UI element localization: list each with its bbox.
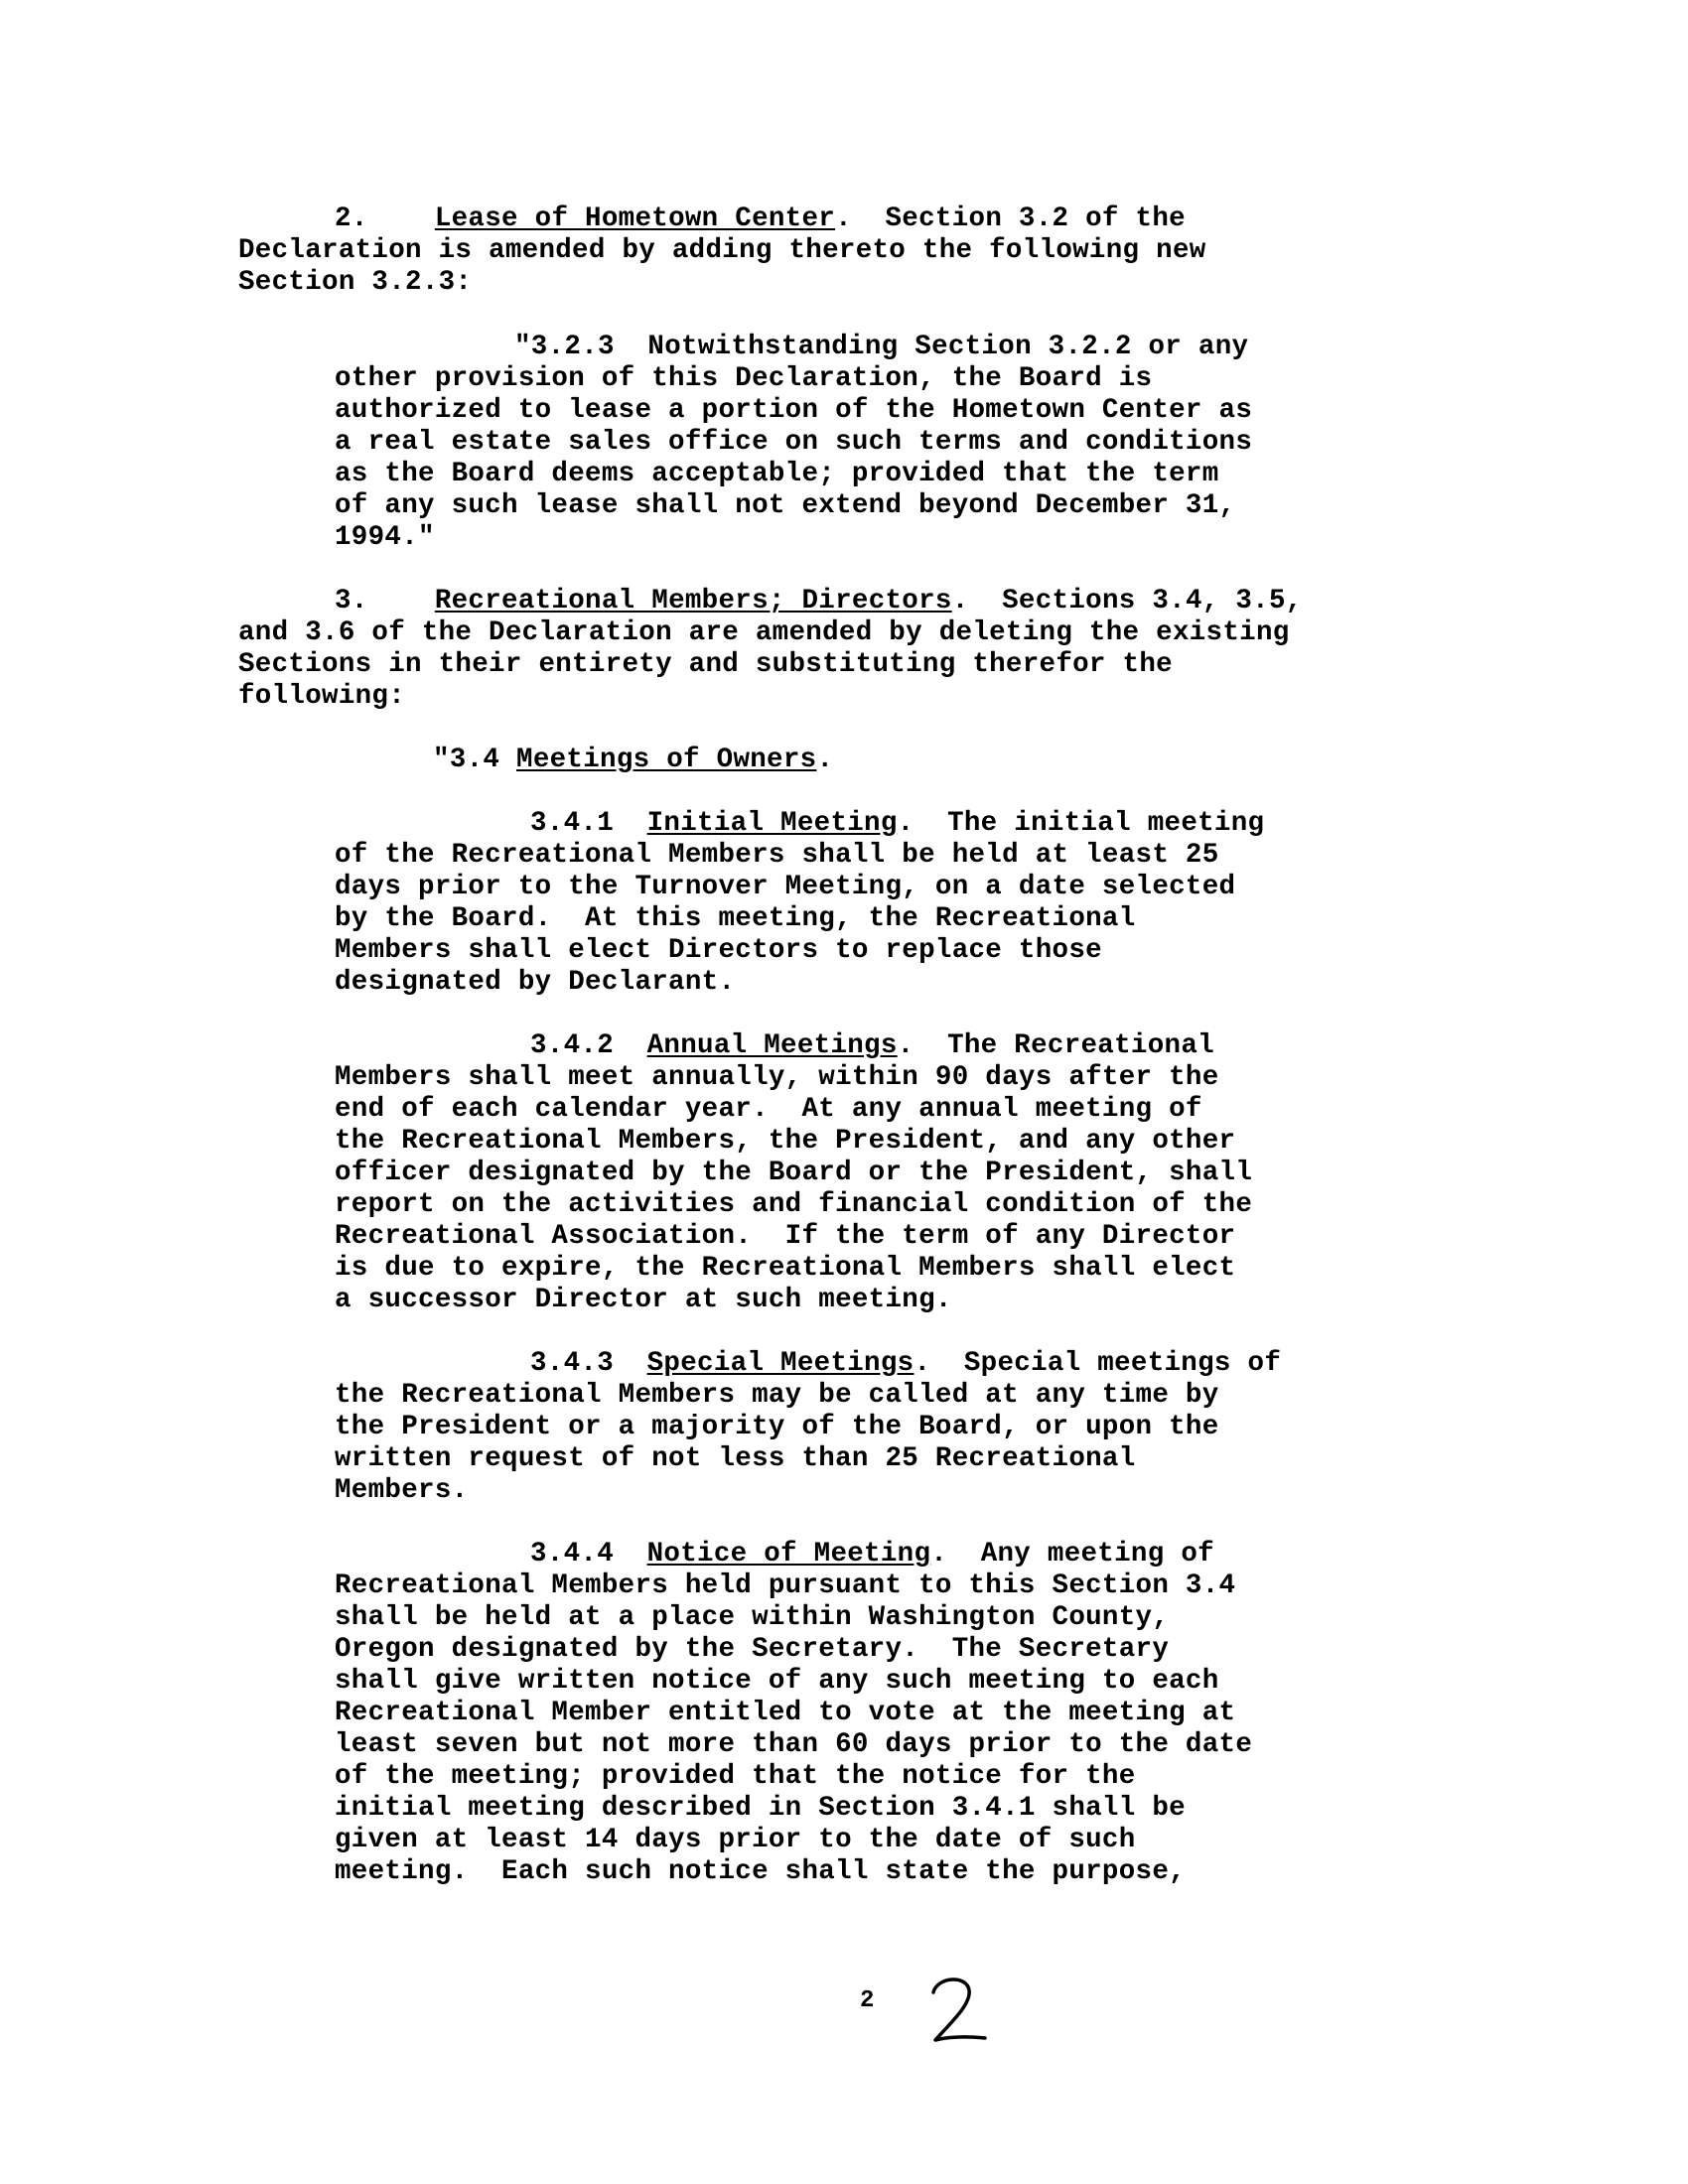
s344-line5: shall give written notice of any such meeting to each <box>335 1666 1219 1697</box>
s344-line1: 3.4.4 Notice of Meeting. Any meeting of <box>530 1539 1214 1570</box>
s344-line4: Oregon designated by the Secretary. The Secretary <box>335 1634 1170 1665</box>
para2-heading: Lease of Hometown Center <box>434 204 836 234</box>
quote-323-line5: as the Board deems acceptable; provided that the term <box>335 459 1219 489</box>
s342-line6: report on the activities and financial condition of the <box>335 1189 1253 1220</box>
s343-line4: written request of not less than 25 Recreational <box>335 1443 1136 1474</box>
para3-line4: following: <box>238 681 406 712</box>
quote-323-line2: other provision of this Declaration, the Board is <box>335 363 1153 394</box>
s341-line1: 3.4.1 Initial Meeting. The initial meeting <box>530 808 1265 839</box>
s344-line6: Recreational Member entitled to vote at the meeting at <box>335 1698 1236 1728</box>
s343-line3: the President or a majority of the Board, or upon the <box>335 1412 1219 1442</box>
s341-line3: days prior to the Turnover Meeting, on a date selected <box>335 872 1236 902</box>
s344-line7: least seven but not more than 60 days prior to the date <box>335 1729 1253 1760</box>
s341-line6: designated by Declarant. <box>335 967 736 998</box>
s342-line4: the Recreational Members, the President, and any other <box>335 1126 1236 1157</box>
s342-line3: end of each calendar year. At any annual meeting of <box>335 1094 1202 1125</box>
quote-323-line1: "3.2.3 Notwithstanding Section 3.2.2 or any <box>514 332 1249 362</box>
s341-line4: by the Board. At this meeting, the Recreational <box>335 903 1136 934</box>
s343-line1: 3.4.3 Special Meetings. Special meetings of <box>530 1348 1282 1379</box>
s343-line5: Members. <box>335 1475 469 1506</box>
quote-323-line4: a real estate sales office on such terms and conditions <box>335 427 1253 458</box>
handwritten-page-mark <box>923 1971 993 2050</box>
s341-line2: of the Recreational Members shall be held at least 25 <box>335 840 1219 871</box>
s343-line2: the Recreational Members may be called at any time by <box>335 1380 1219 1411</box>
quote-323-line7: 1994." <box>335 522 435 553</box>
s341-line5: Members shall elect Directors to replace those <box>335 935 1102 966</box>
s342-line8: is due to expire, the Recreational Members shall elect <box>335 1253 1236 1284</box>
para2-line3: Section 3.2.3: <box>238 267 473 298</box>
s344-line3: shall be held at a place within Washington County, <box>335 1602 1170 1633</box>
s344-line10: given at least 14 days prior to the date of such <box>335 1825 1136 1855</box>
s342-line5: officer designated by the Board or the President, shall <box>335 1158 1253 1188</box>
para3-heading: Recreational Members; Directors <box>434 586 952 616</box>
quote-323-line6: of any such lease shall not extend beyond December 31, <box>335 490 1236 521</box>
para3-line3: Sections in their entirety and substituting therefor the <box>238 649 1173 680</box>
s344-line2: Recreational Members held pursuant to this Section 3.4 <box>335 1570 1236 1601</box>
quote-323-line3: authorized to lease a portion of the Hometown Center as <box>335 395 1253 426</box>
page-number: 2 <box>860 1987 875 2014</box>
s342-line9: a successor Director at such meeting. <box>335 1285 952 1315</box>
s342-line2: Members shall meet annually, within 90 days after the <box>335 1062 1219 1093</box>
para3-line2: and 3.6 of the Declaration are amended by deleting the existing <box>238 617 1290 648</box>
s342-line1: 3.4.2 Annual Meetings. The Recreational <box>530 1030 1214 1061</box>
para2-line2: Declaration is amended by adding thereto the following new <box>238 235 1206 266</box>
para3-line1: 3. Recreational Members; Directors. Sections 3.4, 3.5, <box>335 586 1303 616</box>
s344-line9: initial meeting described in Section 3.4.1 shall be <box>335 1793 1186 1824</box>
s344-line11: meeting. Each such notice shall state the purpose, <box>335 1856 1186 1887</box>
para2-line1: 2. Lease of Hometown Center. Section 3.2 of the <box>335 204 1186 234</box>
s344-line8: of the meeting; provided that the notice for the <box>335 1761 1136 1792</box>
s342-line7: Recreational Association. If the term of any Director <box>335 1221 1236 1252</box>
section-34-title: "3.4 Meetings of Owners. <box>433 745 834 775</box>
